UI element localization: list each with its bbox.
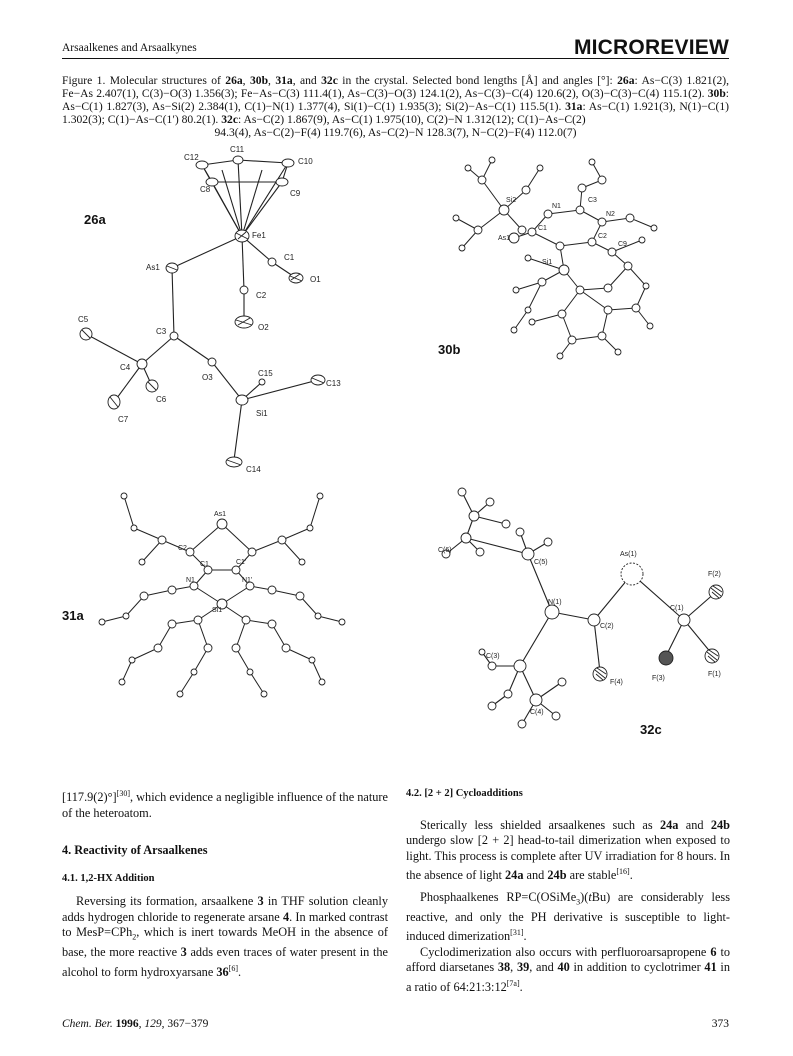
atom-label: C(6): [438, 547, 452, 554]
paragraph: [406, 945, 730, 996]
atom-label: C9: [290, 189, 301, 198]
citation-ref: [7a]: [506, 978, 520, 988]
atom-label: C5: [78, 315, 89, 324]
caption-compound-ref: 30b: [249, 74, 269, 87]
atom-label: F(4): [610, 679, 623, 686]
running-header-title: Arsaalkenes and Arsaalkynes: [62, 42, 197, 54]
atom-label: C8: [200, 185, 211, 194]
figure-caption: [62, 74, 729, 139]
compound-ref: 24b: [547, 868, 567, 883]
structure-32c: [432, 482, 732, 742]
caption-compound-ref: 26a: [617, 74, 635, 87]
atom-label: C15: [258, 369, 273, 378]
subscript: 2: [132, 932, 137, 942]
text: are stable: [566, 868, 617, 883]
text: [117.9(2)°]: [62, 790, 117, 805]
text: Cyclodimerization also occurs with perfluoroarsapropene: [420, 944, 711, 959]
compound-ref: 36: [216, 964, 229, 979]
compound-ref: 3: [257, 894, 264, 909]
text: Sterically less shielded arsaalkenes such as: [420, 817, 660, 832]
text: and: [523, 868, 548, 883]
atom-label: O1: [310, 275, 321, 284]
subsection-heading: 4.1. 1,2-HX Addition: [62, 872, 155, 884]
text: adds even traces of water present in the alcohol to form hydroxyarsane: [62, 945, 388, 979]
journal-volume: 129: [144, 1018, 162, 1030]
atom-label: N1': [242, 577, 253, 584]
caption-text: , and: [292, 74, 322, 87]
structure-label-31a: 31a: [62, 608, 84, 623]
atom-label: C6: [156, 395, 167, 404]
paragraph-continued: [62, 786, 388, 821]
paragraph: [62, 894, 388, 980]
atom-label: Si1: [256, 409, 268, 418]
caption-text: : As−C(1) 1.827(3), As−Si(2) 2.384(1), C(1)−N(1) 1.377(4), Si(1)−C(1) 1.935(3); Si(2)−As−C(1) 115.5(1).: [62, 87, 729, 113]
text: in a ratio of 64:21:3:12: [406, 960, 730, 994]
text: undergo slow [2 + 2] head-to-tail dimerization when exposed to light. This process is complete after UV irradiation for 8 hours. In the absence of light: [406, 833, 730, 883]
text: Phosphaalkenes RP=C(OSiMe: [420, 889, 577, 904]
text: . In marked contrast to MesP=CPh: [62, 909, 388, 940]
text: in addition to cyclotrimer: [569, 960, 705, 975]
atom-label: C1: [200, 561, 209, 568]
atom-label: C1: [538, 225, 547, 232]
atom-label: N1: [186, 577, 195, 584]
text: in THF solution cleanly adds hydrogen chloride to regenerate arsane: [62, 894, 388, 924]
text: Bu) are considerably less reactive, and only the PH derivative is susceptible to light-induced dimerization: [406, 889, 730, 944]
compound-ref: 24b: [710, 817, 730, 832]
atom-label: Si1: [542, 259, 553, 266]
atom-label: Si1: [212, 607, 223, 614]
text: .: [629, 868, 633, 883]
caption-text: in the crystal. Selected bond lengths [Å] and angles [°]:: [337, 74, 618, 87]
atom-label: C2: [178, 545, 187, 552]
italic-text: t: [588, 889, 592, 904]
atom-label: C1: [284, 253, 295, 262]
section-heading: 4. Reactivity of Arsaalkenes: [62, 843, 208, 858]
section-header-microreview: MICROREVIEW: [573, 36, 729, 59]
structure-label-32c: 32c: [640, 722, 662, 737]
atom-label: C(4): [530, 709, 544, 716]
atom-label: C2: [256, 291, 267, 300]
atom-label: Si2: [506, 197, 517, 204]
structure-30b: [432, 140, 732, 370]
journal-citation: Chem. Ber. 1996, 129, 367−379: [62, 1018, 209, 1030]
citation-ref: [6]: [228, 963, 238, 973]
compound-ref: 6: [710, 944, 717, 959]
atom-label: As1: [498, 235, 511, 242]
caption-text: : As−C(3) 1.821(2), Fe−As 2.407(1), C(3)−O(3) 1.356(3); Fe−As−C(3) 111.4(1), As−C(3)−O(3) 124.1(2), As−C(3)−C(4) 120.6(2), O(3)−C(3)−C(4) 115.1(2).: [62, 74, 730, 100]
atom-label: C3: [156, 327, 167, 336]
atom-label: N(1): [548, 599, 562, 606]
compound-ref: 24a: [505, 868, 524, 883]
citation-ref: [30]: [116, 789, 130, 798]
compound-ref: 3: [180, 945, 187, 960]
atom-label: C(5): [534, 559, 548, 566]
compound-ref: 41: [704, 960, 717, 975]
structure-label-26a: 26a: [84, 212, 106, 227]
atom-label: C11: [230, 145, 245, 154]
caption-text: ,: [242, 74, 250, 87]
citation-ref: [16]: [616, 867, 630, 876]
atom-label: As1: [146, 263, 160, 272]
compound-ref: 39: [516, 960, 530, 975]
header-rule: [62, 58, 729, 59]
caption-compound-ref: 26a: [225, 74, 243, 87]
atom-label: Fe1: [252, 231, 266, 240]
caption-text: Figure 1. Molecular structures of: [62, 74, 226, 87]
text: , which evidence a negligible influence of the nature of the heteroatom.: [62, 790, 388, 820]
text: .: [237, 964, 242, 979]
atom-label: C(1): [670, 605, 684, 612]
atom-label: C14: [246, 465, 261, 474]
caption-compound-ref: 31a: [565, 100, 583, 113]
atom-label: F(1): [708, 671, 721, 678]
caption-compound-ref: 30b: [707, 87, 726, 100]
atom-label: N1: [552, 203, 561, 210]
structure-31a: [62, 482, 362, 712]
subsection-heading: 4.2. [2 + 2] Cycloadditions: [406, 788, 523, 799]
atom-label: C2: [598, 233, 607, 240]
subscript: 3: [576, 897, 581, 907]
atom-label: As1: [214, 511, 227, 518]
text: ,: [510, 960, 517, 975]
text: .: [519, 979, 523, 994]
text: .: [523, 929, 527, 944]
citation-ref: [31]: [510, 928, 524, 938]
atom-label: F(2): [708, 571, 721, 578]
compound-ref: 4: [282, 909, 290, 924]
atom-label: As(1): [620, 551, 637, 558]
journal-name: Chem. Ber.: [62, 1018, 113, 1030]
text: and: [678, 817, 711, 832]
journal-year: 1996: [115, 1018, 139, 1030]
atom-label: C3: [588, 197, 597, 204]
atom-label: O2: [258, 323, 269, 332]
atom-label: C10: [298, 157, 313, 166]
caption-text: : As−C(1) 1.921(3), N(1)−C(1) 1.302(3); C(1)−As−C(1′) 80.2(1).: [62, 100, 729, 126]
atom-label: C(2): [600, 623, 614, 630]
text: to afford diarsetanes: [406, 944, 731, 975]
paragraph: [406, 818, 730, 884]
atom-label: C13: [326, 379, 341, 388]
compound-ref: 38: [497, 960, 511, 975]
caption-text: : As−C(2) 1.867(9), As−C(1) 1.975(10), C(2)−N 1.312(12); C(1)−As−C(2): [237, 113, 586, 126]
compound-ref: 24a: [659, 817, 679, 832]
atom-label: C7: [118, 415, 129, 424]
caption-compound-ref: 32c: [221, 113, 238, 126]
caption-compound-ref: 31a: [275, 74, 293, 87]
atom-label: O3: [202, 373, 213, 382]
atom-label: F(3): [652, 675, 665, 682]
paragraph: [406, 890, 730, 945]
atom-label: C4: [120, 363, 131, 372]
text: , and: [529, 960, 558, 975]
text: )(: [580, 889, 589, 904]
caption-text: ,: [268, 74, 276, 87]
structure-26a: [62, 140, 362, 480]
caption-text: 94.3(4), As−C(2)−F(4) 119.7(6), As−C(2)−N 128.3(7), N−C(2)−F(4) 112.0(7): [214, 126, 577, 139]
left-column: [62, 786, 388, 980]
structure-label-30b: 30b: [438, 342, 461, 357]
right-column: [406, 786, 730, 995]
page-number: 373: [711, 1018, 729, 1030]
journal-pages: , 367−379: [161, 1018, 209, 1030]
atom-label: N2: [606, 211, 615, 218]
atom-label: C9: [618, 241, 627, 248]
text: Reversing its formation, arsaalkene: [76, 894, 258, 909]
compound-ref: 40: [557, 960, 570, 975]
caption-compound-ref: 32c: [321, 74, 338, 87]
atom-label: C(3): [486, 653, 500, 660]
atom-label: C12: [184, 153, 199, 162]
atom-label: C1': [236, 559, 247, 566]
text: , which is inert towards MeOH in the absence of base, the more reactive: [62, 925, 388, 960]
